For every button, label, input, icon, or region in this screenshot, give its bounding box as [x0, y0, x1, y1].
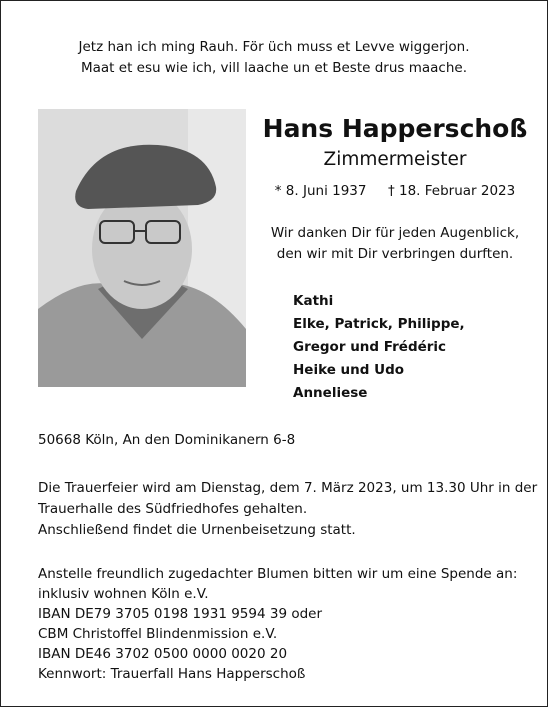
ceremony-line-3: Anschließend findet die Urnenbeisetzung statt.	[38, 522, 356, 538]
family-member: Gregor und Frédéric	[293, 339, 447, 355]
motto-line-2: Maat et esu wie ich, vill laache un et Beste drus maache.	[80, 60, 467, 76]
deceased-profession: Zimmermeister	[323, 149, 467, 170]
family-member: Kathi	[293, 293, 334, 309]
donation-line-1: Anstelle freundlich zugedachter Blumen bitten wir um eine Spende an:	[38, 566, 518, 582]
ceremony-line-2: Trauerhalle des Südfriedhofes gehalten.	[38, 501, 308, 517]
donation-line-3: IBAN DE79 3705 0198 1931 9594 39 oder	[38, 606, 323, 622]
motto	[1, 37, 547, 79]
ceremony-line-1: Die Trauerfeier wird am Dienstag, dem 7. März 2023, um 13.30 Uhr in der	[38, 480, 538, 496]
portrait-illustration	[38, 109, 246, 387]
family-member: Elke, Patrick, Philippe,	[293, 316, 465, 332]
donation-info	[38, 564, 528, 684]
motto-line-1: Jetz han ich ming Rauh. För üch muss et Levve wiggerjon.	[78, 39, 470, 55]
deceased-name: Hans Happerschoß	[262, 114, 528, 143]
address: 50668 Köln, An den Dominikanern 6-8	[38, 432, 296, 448]
family-member: Heike und Udo	[293, 362, 405, 378]
thanks-text	[247, 223, 543, 265]
death-date: † 18. Februar 2023	[387, 183, 516, 199]
thanks-line-2: den wir mit Dir verbringen durften.	[276, 246, 514, 262]
donation-line-4: CBM Christoffel Blindenmission e.V.	[38, 626, 278, 642]
thanks-line-1: Wir danken Dir für jeden Augenblick,	[270, 225, 520, 241]
donation-line-6: Kennwort: Trauerfall Hans Happerschoß	[38, 666, 306, 682]
family-list	[293, 290, 465, 405]
life-dates	[247, 183, 543, 199]
family-member: Anneliese	[293, 385, 368, 401]
portrait-photo	[38, 109, 246, 387]
birth-date: * 8. Juni 1937	[274, 183, 367, 199]
ceremony-info	[38, 478, 538, 541]
donation-line-5: IBAN DE46 3702 0500 0000 0020 20	[38, 646, 288, 662]
donation-line-2: inklusiv wohnen Köln e.V.	[38, 586, 209, 602]
